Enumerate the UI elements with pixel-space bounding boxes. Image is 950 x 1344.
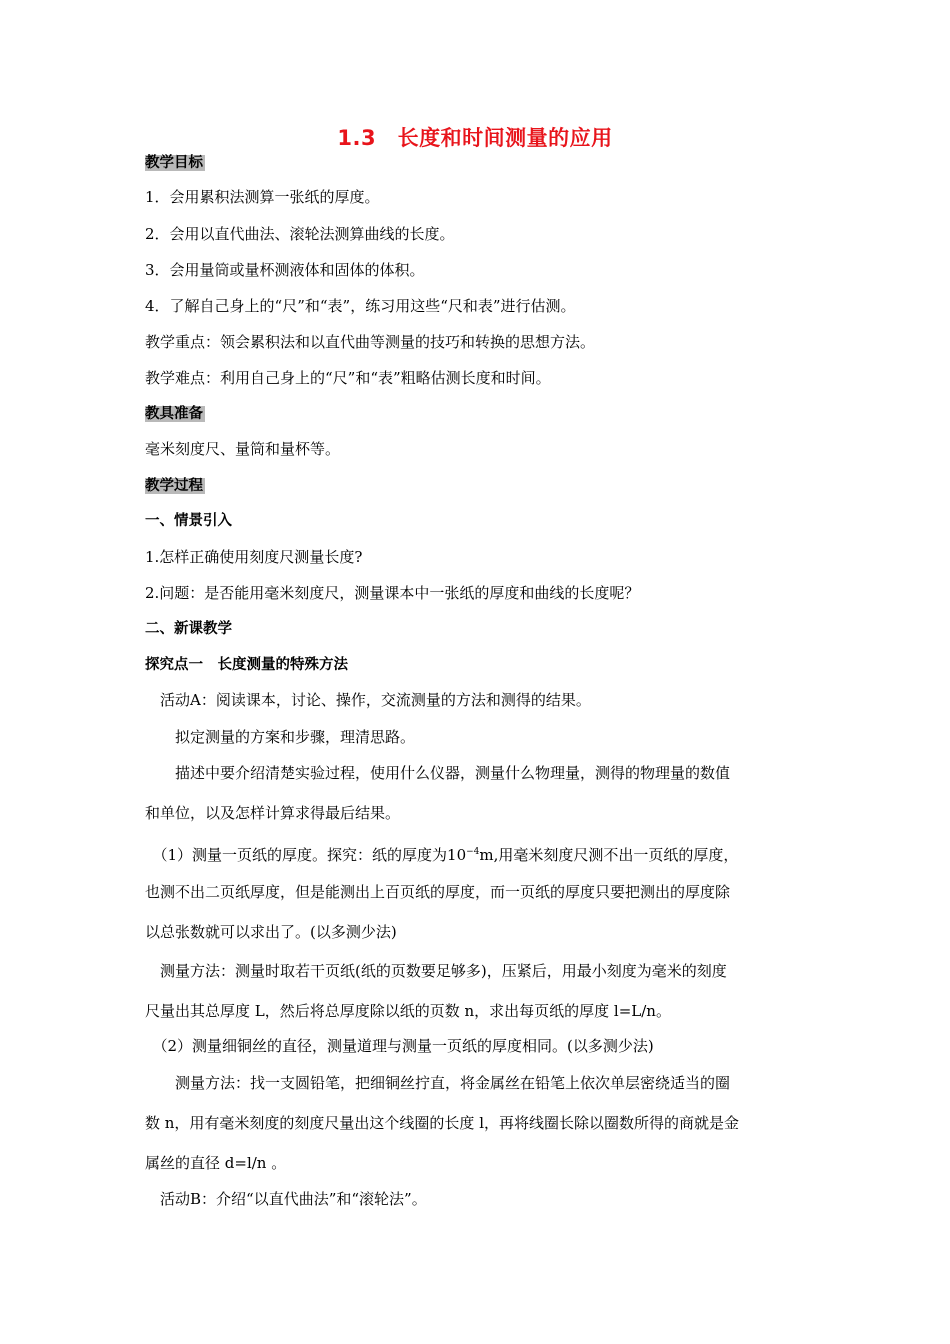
- paragraph-line: （1）测量一页纸的厚度。探究：纸的厚度为$10^{-4}m$,用毫米刻度尺测不出一页纸的厚度，: [145, 846, 739, 864]
- paragraph-line: 1.怎样正确使用刻度尺测量长度?: [145, 548, 363, 566]
- paragraph-line: 4．了解自己身上的“尺”和“表”，练习用这些“尺和表”进行估测。: [145, 297, 576, 315]
- paragraph-line: 1．会用累积法测算一张纸的厚度。: [145, 188, 380, 206]
- paragraph-line: 描述中要介绍清楚实验过程，使用什么仪器，测量什么物理量，测得的物理量的数值: [145, 764, 731, 782]
- section-heading-process: 教学过程: [145, 478, 203, 494]
- page-title: 1.3 长度和时间测量的应用: [337, 126, 613, 150]
- paragraph-line: 测量方法：测量时取若干页纸(纸的页数要足够多)，压紧后，用最小刻度为毫米的刻度: [145, 962, 727, 980]
- paragraph-line: 和单位，以及怎样计算求得最后结果。: [145, 804, 401, 822]
- paragraph-line: 毫米刻度尺、量筒和量杯等。: [145, 440, 341, 458]
- paragraph-line: 3．会用量筒或量杯测液体和固体的体积。: [145, 261, 425, 279]
- section-heading-materials: 教具准备: [145, 406, 203, 422]
- subheading: 一、情景引入: [145, 513, 232, 529]
- paragraph-line: 2.问题：是否能用毫米刻度尺，测量课本中一张纸的厚度和曲线的长度呢？: [145, 584, 640, 602]
- exponent: −4: [466, 847, 480, 857]
- paragraph-line: 以总张数就可以求出了。(以多测少法): [145, 923, 397, 941]
- paragraph-line: 活动B：介绍“以直代曲法”和“滚轮法”。: [145, 1190, 427, 1208]
- paragraph-line: 测量方法：找一支圆铅笔，把细铜丝拧直，将金属丝在铅笔上依次单层密绕适当的圈: [145, 1074, 731, 1092]
- paragraph-line: 也测不出二页纸厚度，但是能测出上百页纸的厚度，而一页纸的厚度只要把测出的厚度除: [145, 883, 731, 901]
- paragraph-line: 教学难点：利用自己身上的“尺”和“表”粗略估测长度和时间。: [145, 369, 551, 387]
- paragraph-line: 属丝的直径 d=l/n 。: [145, 1154, 287, 1172]
- section-heading-objectives: 教学目标: [145, 155, 203, 171]
- paragraph-line: 2．会用以直代曲法、滚轮法测算曲线的长度。: [145, 225, 455, 243]
- paragraph-line: 教学重点：领会累积法和以直代曲等测量的技巧和转换的思想方法。: [145, 333, 596, 351]
- subheading: 二、新课教学: [145, 621, 232, 637]
- paragraph-line: 尺量出其总厚度 L，然后将总厚度除以纸的页数 n，求出每页纸的厚度 l=L/n。: [145, 1002, 671, 1020]
- paragraph-line: 数 n，用有毫米刻度的刻度尺量出这个线圈的长度 l，再将线圈长除以圈数所得的商就是金: [145, 1114, 739, 1132]
- paragraph-line: 活动A：阅读课本，讨论、操作，交流测量的方法和测得的结果。: [145, 691, 591, 709]
- paragraph-line: 拟定测量的方案和步骤，理清思路。: [145, 728, 416, 746]
- subheading: 探究点一 长度测量的特殊方法: [145, 657, 348, 673]
- paragraph-line: （2）测量细铜丝的直径，测量道理与测量一页纸的厚度相同。(以多测少法): [145, 1037, 654, 1055]
